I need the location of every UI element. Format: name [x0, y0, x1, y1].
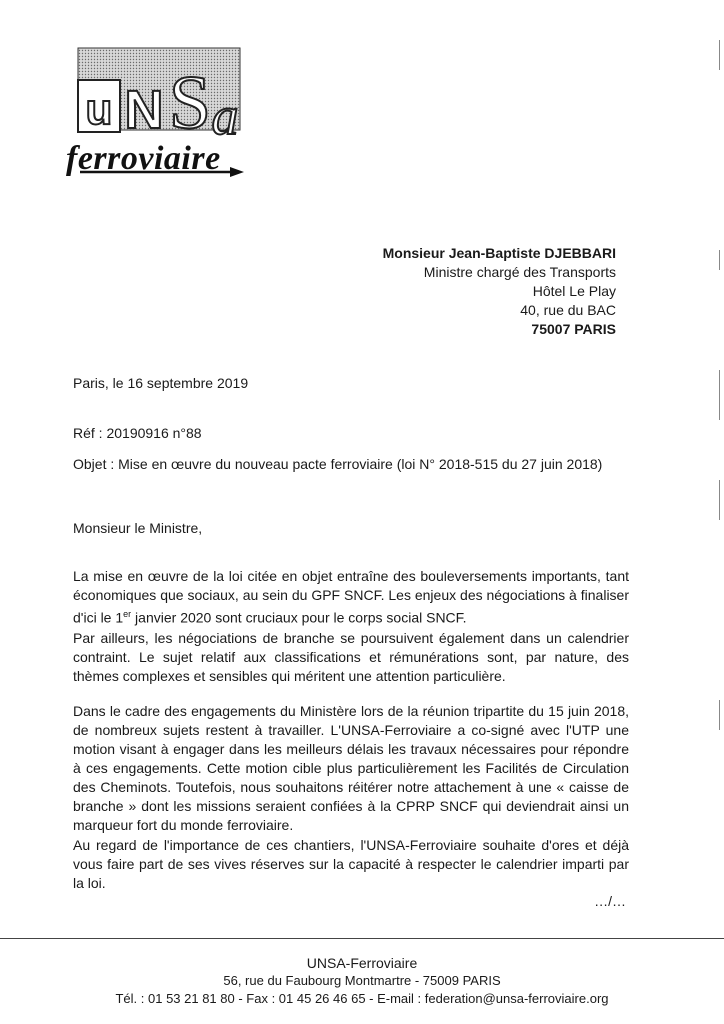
letter-reference: Réf : 20190916 n°88: [73, 425, 202, 441]
letter-salutation: Monsieur le Ministre,: [73, 520, 203, 536]
paragraph-2: Par ailleurs, les négociations de branche se poursuivent également dans un calendrier contraint. Le sujet relatif aux classifications et rémunérations sont, par nature, des thèmes complexes et sensibles qui méritent une attention particulière.: [73, 630, 629, 684]
footer-organization: UNSA-Ferroviaire: [306, 955, 418, 971]
svg-text:S: S: [168, 61, 212, 145]
recipient-building: Hôtel Le Play: [532, 283, 616, 299]
paragraph-1-text-b: janvier 2020 sont cruciaux pour le corps social SNCF.: [131, 609, 467, 626]
scan-artifact: [719, 480, 720, 520]
scan-artifact: [719, 700, 720, 730]
letter-subject: Objet : Mise en œuvre du nouveau pacte ferroviaire (loi N° 2018-515 du 27 juin 2018): [73, 456, 603, 472]
footer-divider: [0, 938, 724, 939]
recipient-name: Monsieur Jean-Baptiste DJEBBARI: [382, 245, 616, 261]
paragraph-4: Au regard de l'importance de ces chantiers, l'UNSA-Ferroviaire souhaite d'ores et déjà vous faire part de ses vives réserves sur la capacité à respecter le calendrier imparti par la loi.: [73, 837, 629, 891]
footer-contact: Tél. : 01 53 21 81 80 - Fax : 01 45 26 46 65 - E-mail : federation@unsa-ferroviaire.org: [115, 991, 609, 1006]
recipient-address: [383, 244, 616, 339]
ordinal-superscript: er: [123, 609, 132, 619]
letter-date: Paris, le 16 septembre 2019: [73, 375, 249, 391]
scan-artifact: [719, 250, 720, 270]
unsa-ferroviaire-logo: [60, 40, 250, 190]
continuation-mark: …/…: [594, 893, 626, 909]
paragraph-3: Dans le cadre des engagements du Ministère lors de la réunion tripartite du 15 juin 2018, de nombreux sujets restent à travailler. L'UNSA-Ferroviaire a co-signé avec l'UTP une motion visant à engager dans les meilleurs délais les travaux nécessaires pour répondre à ces engagements. Cette motion cible plus particulièrement les Facilités de Circulation des Cheminots. Toutefois, nous souhaitons réitérer notre attachement à une « caisse de branche » dont les missions seraient confiées à la CPRP SNCF qui deviendrait ainsi un marqueur fort du monde ferroviaire.: [73, 703, 629, 833]
svg-text:u: u: [85, 85, 113, 134]
paragraph-1: [73, 567, 629, 628]
paragraph-1-text-a: La mise en œuvre de la loi citée en objet entraîne des bouleversements importants, tant économiques que sociaux, au sein du GPF SNCF. Les enjeux des négociations à finaliser d'ici le 1: [73, 568, 629, 626]
svg-text:N: N: [124, 80, 164, 140]
letter-footer: [0, 954, 724, 1008]
recipient-city: 75007 PARIS: [531, 321, 616, 337]
logo-wordmark: ferroviaire: [66, 140, 221, 177]
recipient-street: 40, rue du BAC: [520, 302, 616, 318]
scan-artifact: [719, 370, 720, 420]
footer-address: 56, rue du Faubourg Montmartre - 75009 PARIS: [223, 973, 501, 988]
svg-text:a: a: [211, 86, 239, 146]
recipient-title: Ministre chargé des Transports: [423, 264, 616, 280]
scan-artifact: [719, 40, 720, 70]
